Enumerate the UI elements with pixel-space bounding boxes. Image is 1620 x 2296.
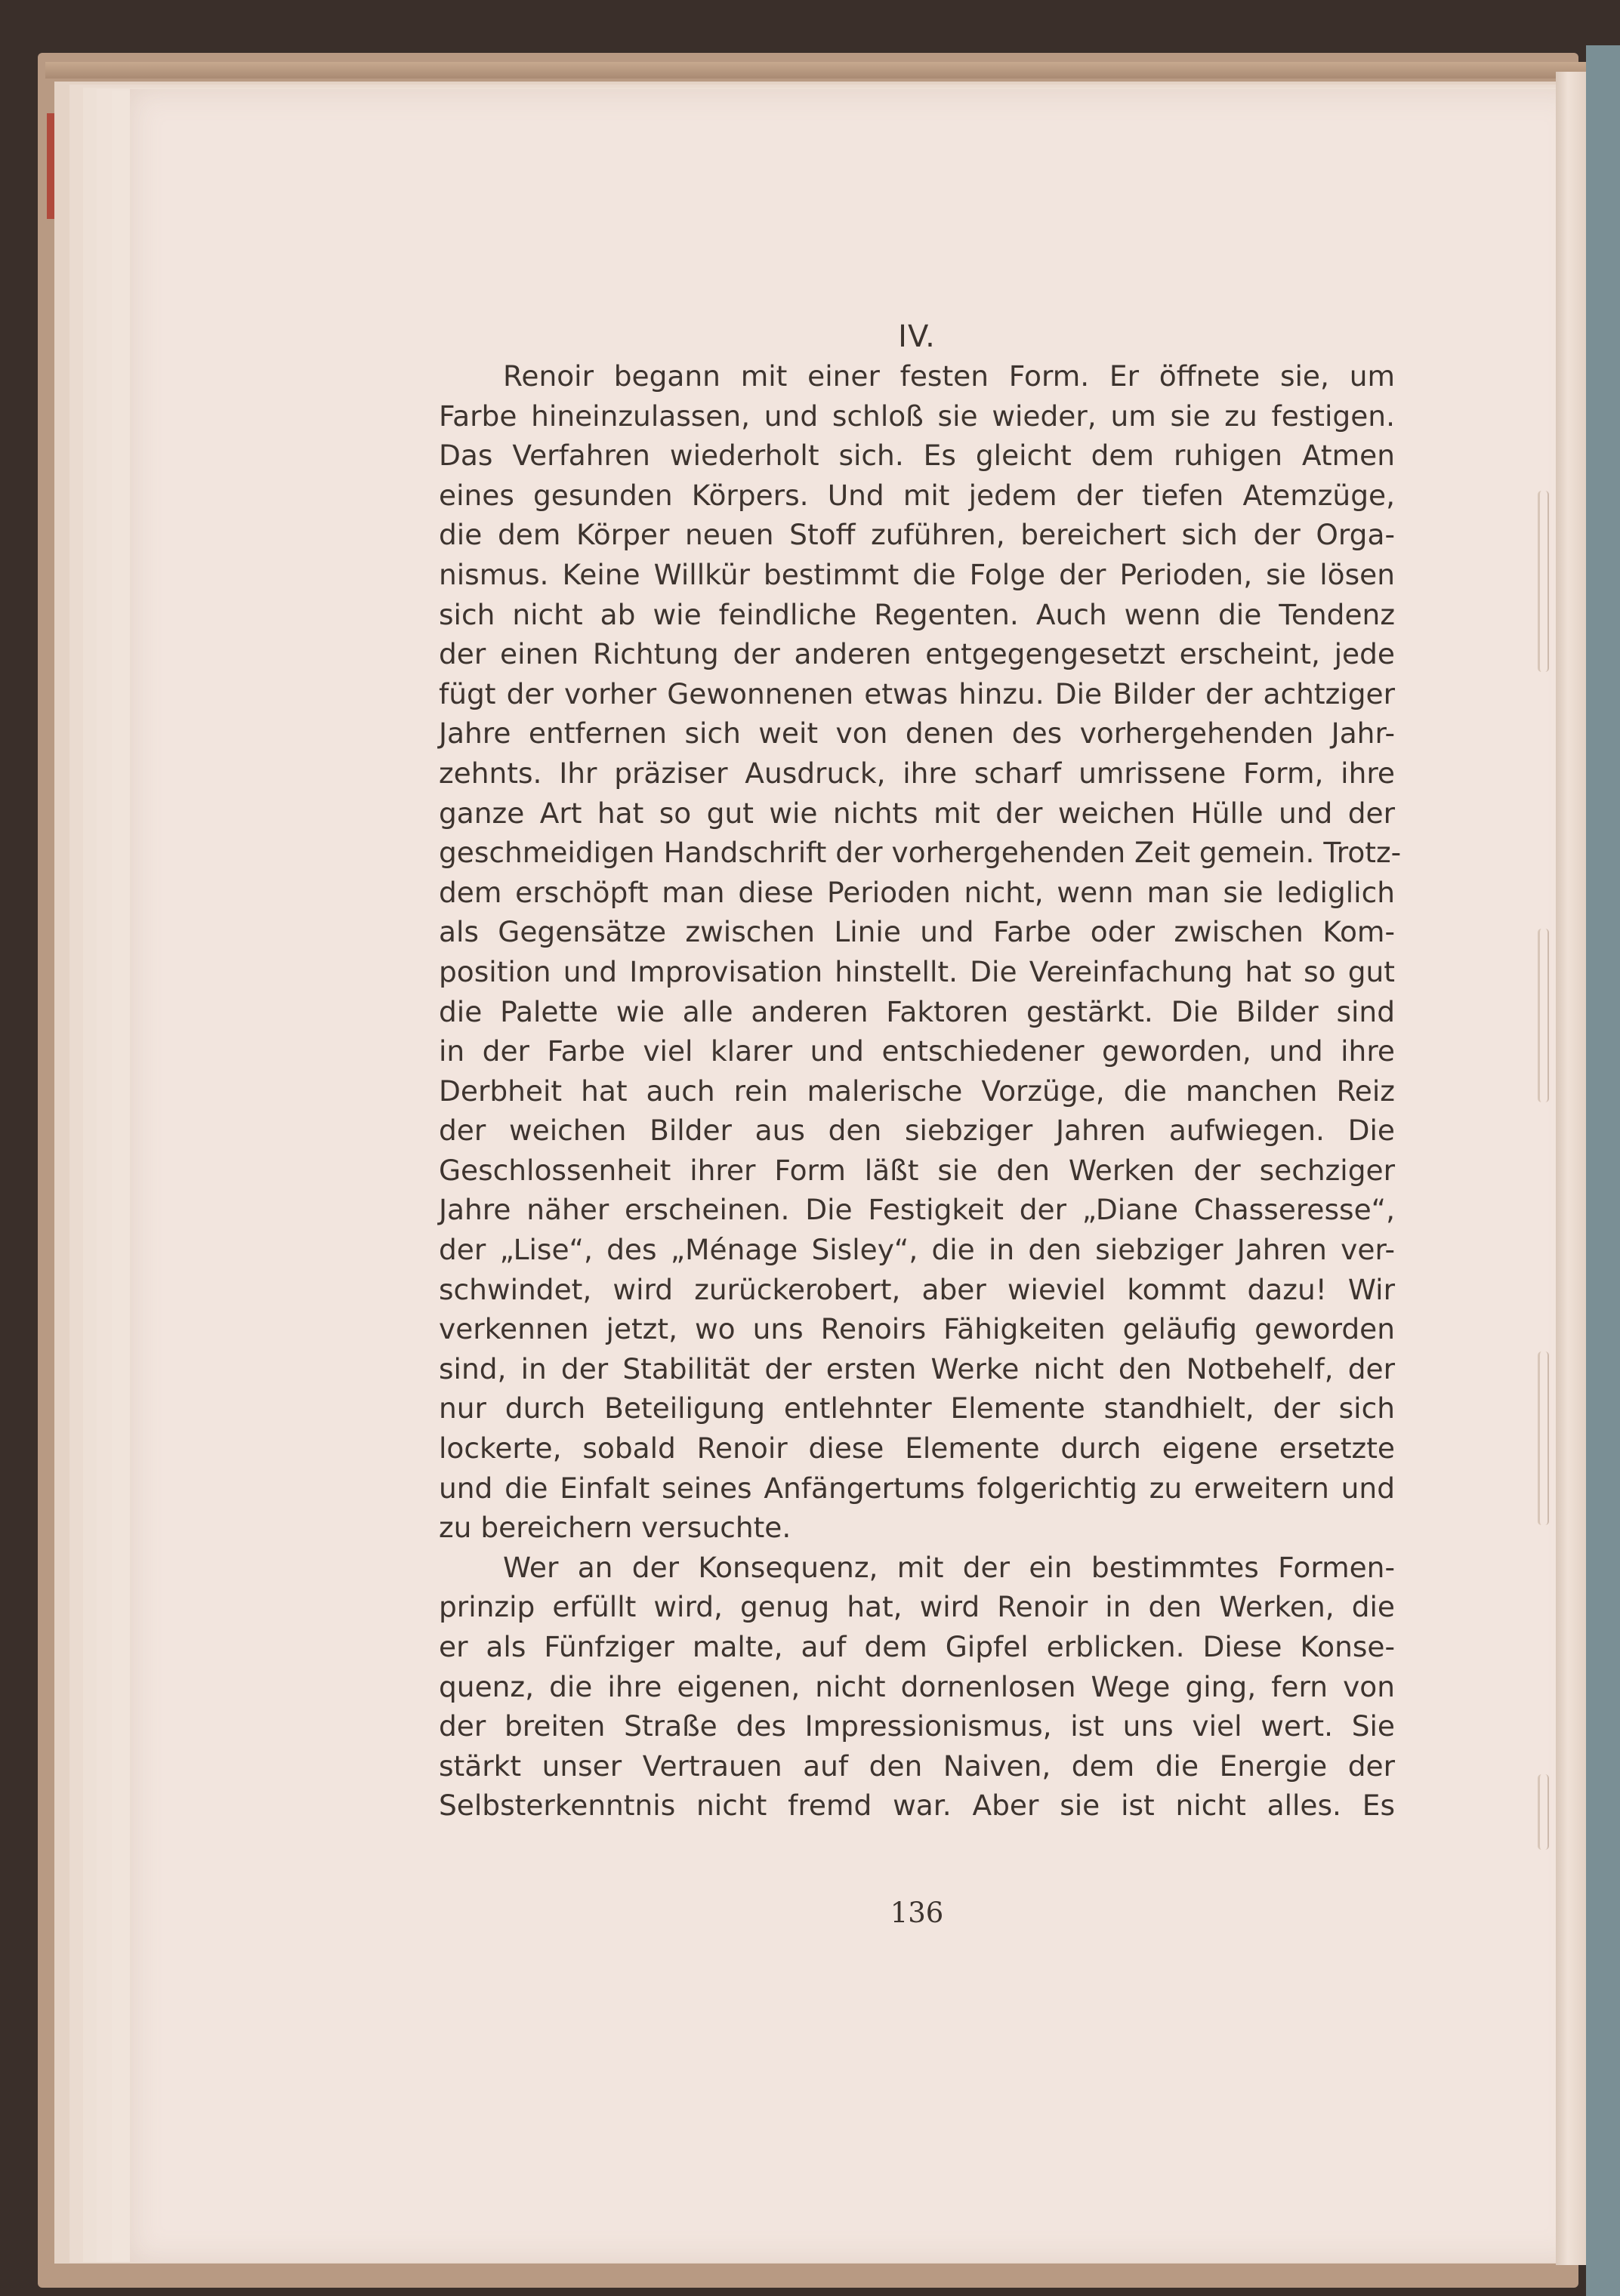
page-number: 136 [890,1897,944,1929]
text-line: ganze Art hat so gut wie nichts mit der weichen Hülle und der [439,796,1395,830]
text-line: fügt der vorher Gewonnenen etwas hinzu. Die Bilder der achtziger [439,676,1395,710]
text-line: Renoir begann mit einer festen Form. Er öffnete sie, um [503,359,1395,393]
facing-page-edge [1586,45,1620,2296]
text-line: geschmeidigen Handschrift der vorhergehenden Zeit gemein. Trotz- [439,836,1402,870]
text-line: Das Verfahren wiederholt sich. Es gleicht dem ruhigen Atmen [439,439,1395,473]
text-line: Geschlossenheit ihrer Form läßt sie den Werken der sechziger [439,1153,1395,1187]
text-line: verkennen jetzt, wo uns Renoirs Fähigkeiten geläufig geworden [439,1312,1395,1346]
text-line: die dem Körper neuen Stoff zuführen, bereichert sich der Orga- [439,518,1395,552]
text-line: sich nicht ab wie feindliche Regenten. Auch wenn die Tendenz [439,597,1395,631]
text-line: nur durch Beteiligung entlehnter Elemente standhielt, der sich [439,1391,1395,1425]
text-line: Wer an der Konsequenz, mit der ein bestimmtes Formen- [503,1550,1395,1584]
text-line: lockerte, sobald Renoir diese Elemente durch eigene ersetzte [439,1432,1395,1465]
text-line: eines gesunden Körpers. Und mit jedem der tiefen Atemzüge, [439,478,1395,512]
text-line: sind, in der Stabilität der ersten Werke nicht den Notbehelf, der [439,1351,1395,1385]
chapter-heading: IV. [898,319,936,354]
text-line: stärkt unser Vertrauen auf den Naiven, dem die Energie der [439,1749,1395,1783]
text-line: prinzip erfüllt wird, genug hat, wird Renoir in den Werken, die [439,1590,1395,1624]
text-line: in der Farbe viel klarer und entschiedener geworden, und ihre [439,1034,1395,1068]
text-line: er als Fünfziger malte, auf dem Gipfel erblicken. Diese Konse- [439,1630,1395,1663]
text-line: Jahre näher erscheinen. Die Festigkeit der „Diane Chasseresse“, [439,1193,1395,1227]
text-line: position und Improvisation hinstellt. Die Vereinfachung hat so gut [439,954,1395,988]
text-line: der weichen Bilder aus den siebziger Jahren aufwiegen. Die [439,1114,1395,1148]
text-line: Selbsterkenntnis nicht fremd war. Aber sie ist nicht alles. Es [439,1789,1395,1823]
binding-stitch [1538,1351,1549,1525]
text-line: zehnts. Ihr präziser Ausdruck, ihre scharf umrissene Form, ihre [439,756,1395,790]
text-line: zu bereichern versuchte. [439,1511,791,1545]
text-line: Farbe hineinzulassen, und schloß sie wieder, um sie zu festigen. [439,399,1395,433]
text-line: quenz, die ihre eigenen, nicht dornenlosen Wege ging, fern von [439,1669,1395,1703]
text-line: als Gegensätze zwischen Linie und Farbe oder zwischen Kom- [439,915,1395,949]
binding-stitch [1538,1774,1549,1850]
binding-stitch [1538,491,1549,672]
binding-stitch [1538,929,1549,1102]
text-line: Derbheit hat auch rein malerische Vorzüge, die manchen Reiz [439,1074,1395,1108]
text-line: nismus. Keine Willkür bestimmt die Folge der Perioden, sie lösen [439,557,1395,591]
text-line: und die Einfalt seines Anfängertums folgerichtig zu erweitern und [439,1471,1395,1505]
text-line: der „Lise“, des „Ménage Sisley“, die in den siebziger Jahren ver- [439,1233,1395,1267]
text-line: dem erschöpft man diese Perioden nicht, wenn man sie lediglich [439,875,1395,909]
text-line: schwindet, wird zurückerobert, aber wieviel kommt dazu! Wir [439,1272,1395,1306]
text-line: die Palette wie alle anderen Faktoren gestärkt. Die Bilder sind [439,994,1395,1028]
book-gutter [1556,72,1586,2265]
text-line: der einen Richtung der anderen entgegengesetzt erscheint, jede [439,637,1395,671]
text-line: Jahre entfernen sich weit von denen des vorhergehenden Jahr- [439,717,1395,750]
page-number-area [439,0,1402,2296]
text-line: der breiten Straße des Impressionismus, ist uns viel wert. Sie [439,1709,1395,1743]
